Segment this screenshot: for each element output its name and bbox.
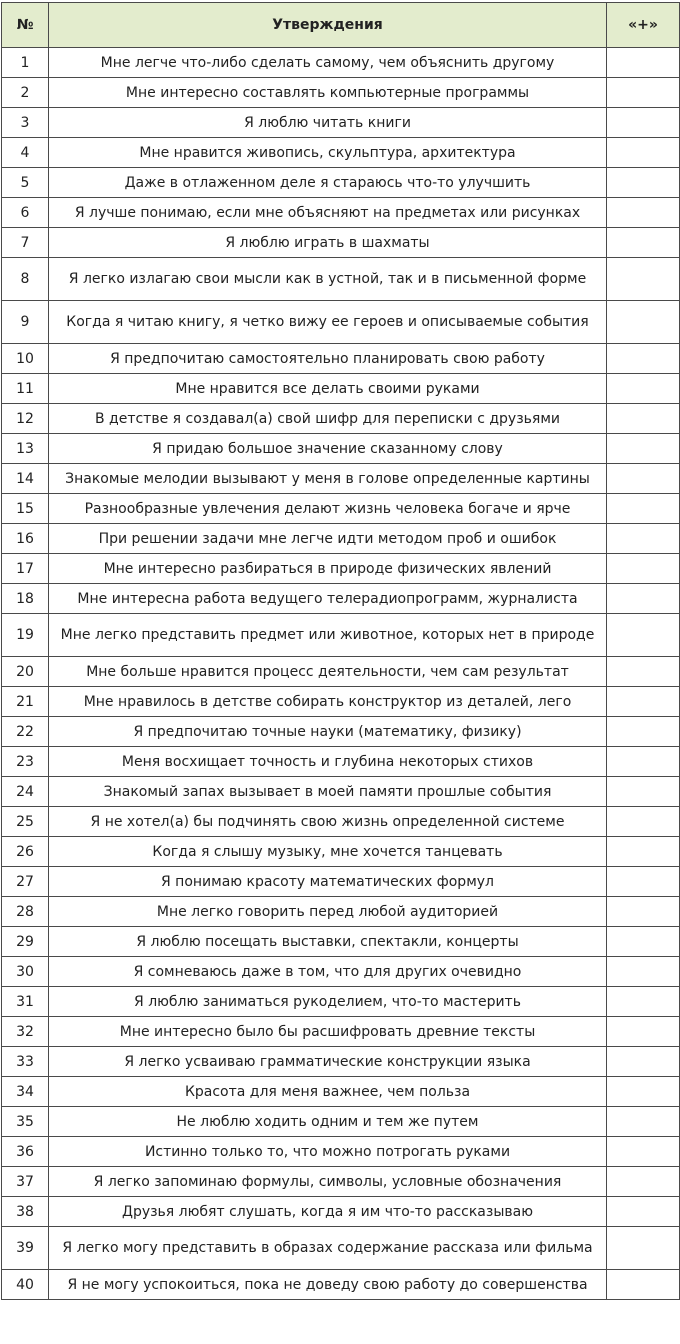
row-statement: Даже в отлаженном деле я стараюсь что-то улучшить — [49, 168, 607, 198]
row-statement: В детстве я создавал(а) свой шифр для переписки с друзьями — [49, 404, 607, 434]
table-row — [2, 987, 680, 1017]
table-row — [2, 807, 680, 837]
header-row — [2, 3, 680, 48]
row-statement: Мне интересно составлять компьютерные программы — [49, 78, 607, 108]
row-number: 11 — [2, 374, 49, 404]
row-plus-mark[interactable] — [607, 867, 680, 897]
table-header — [2, 3, 680, 48]
row-number: 34 — [2, 1077, 49, 1107]
row-plus-mark[interactable] — [607, 434, 680, 464]
row-number: 7 — [2, 228, 49, 258]
table-row — [2, 614, 680, 657]
row-number: 24 — [2, 777, 49, 807]
row-number: 29 — [2, 927, 49, 957]
row-plus-mark[interactable] — [607, 777, 680, 807]
row-plus-mark[interactable] — [607, 228, 680, 258]
row-number: 3 — [2, 108, 49, 138]
row-plus-mark[interactable] — [607, 927, 680, 957]
header-statement: Утверждения — [49, 3, 607, 48]
row-plus-mark[interactable] — [607, 897, 680, 927]
row-plus-mark[interactable] — [607, 1137, 680, 1167]
row-number: 9 — [2, 301, 49, 344]
row-statement: Я люблю посещать выставки, спектакли, концерты — [49, 927, 607, 957]
row-statement: Я легко запоминаю формулы, символы, условные обозначения — [49, 1167, 607, 1197]
table-row — [2, 464, 680, 494]
row-statement: Я предпочитаю самостоятельно планировать свою работу — [49, 344, 607, 374]
table-row — [2, 867, 680, 897]
row-statement: Мне интересно было бы расшифровать древние тексты — [49, 1017, 607, 1047]
row-plus-mark[interactable] — [607, 48, 680, 78]
row-plus-mark[interactable] — [607, 494, 680, 524]
row-number: 5 — [2, 168, 49, 198]
table-row — [2, 1077, 680, 1107]
row-number: 33 — [2, 1047, 49, 1077]
row-statement: Истинно только то, что можно потрогать руками — [49, 1137, 607, 1167]
row-plus-mark[interactable] — [607, 78, 680, 108]
row-plus-mark[interactable] — [607, 524, 680, 554]
row-plus-mark[interactable] — [607, 374, 680, 404]
row-plus-mark[interactable] — [607, 344, 680, 374]
row-plus-mark[interactable] — [607, 807, 680, 837]
row-number: 8 — [2, 258, 49, 301]
row-number: 17 — [2, 554, 49, 584]
table-row — [2, 1227, 680, 1270]
row-plus-mark[interactable] — [607, 108, 680, 138]
row-number: 39 — [2, 1227, 49, 1270]
statements-table — [1, 2, 680, 1300]
row-statement: Красота для меня важнее, чем польза — [49, 1077, 607, 1107]
row-number: 26 — [2, 837, 49, 867]
row-statement: Когда я слышу музыку, мне хочется танцевать — [49, 837, 607, 867]
row-statement: Мне легко говорить перед любой аудиторией — [49, 897, 607, 927]
row-statement: Я понимаю красоту математических формул — [49, 867, 607, 897]
row-plus-mark[interactable] — [607, 1077, 680, 1107]
row-plus-mark[interactable] — [607, 1197, 680, 1227]
row-number: 40 — [2, 1270, 49, 1300]
row-statement: Друзья любят слушать, когда я им что-то рассказываю — [49, 1197, 607, 1227]
row-number: 23 — [2, 747, 49, 777]
header-number: № — [2, 3, 49, 48]
row-statement: Знакомые мелодии вызывают у меня в голове определенные картины — [49, 464, 607, 494]
row-number: 19 — [2, 614, 49, 657]
table-row — [2, 258, 680, 301]
row-plus-mark[interactable] — [607, 404, 680, 434]
row-number: 16 — [2, 524, 49, 554]
row-statement: Мне интересно разбираться в природе физических явлений — [49, 554, 607, 584]
row-number: 31 — [2, 987, 49, 1017]
row-plus-mark[interactable] — [607, 554, 680, 584]
row-number: 20 — [2, 657, 49, 687]
table-row — [2, 687, 680, 717]
row-number: 21 — [2, 687, 49, 717]
row-number: 10 — [2, 344, 49, 374]
table-row — [2, 554, 680, 584]
row-number: 12 — [2, 404, 49, 434]
row-plus-mark[interactable] — [607, 657, 680, 687]
table-body — [2, 48, 680, 1300]
row-statement: Мне нравилось в детстве собирать конструктор из деталей, лего — [49, 687, 607, 717]
table-row — [2, 1270, 680, 1300]
row-plus-mark[interactable] — [607, 198, 680, 228]
row-statement: Я легко усваиваю грамматические конструкции языка — [49, 1047, 607, 1077]
row-statement: Я люблю заниматься рукоделием, что-то мастерить — [49, 987, 607, 1017]
table-row — [2, 434, 680, 464]
row-number: 28 — [2, 897, 49, 927]
row-number: 18 — [2, 584, 49, 614]
table-row — [2, 494, 680, 524]
row-number: 1 — [2, 48, 49, 78]
table-row — [2, 957, 680, 987]
row-number: 30 — [2, 957, 49, 987]
row-number: 13 — [2, 434, 49, 464]
row-statement: Я легко могу представить в образах содержание рассказа или фильма — [49, 1227, 607, 1270]
row-number: 14 — [2, 464, 49, 494]
table-row — [2, 1167, 680, 1197]
table-row — [2, 524, 680, 554]
row-statement: Я предпочитаю точные науки (математику, физику) — [49, 717, 607, 747]
row-plus-mark[interactable] — [607, 464, 680, 494]
row-plus-mark[interactable] — [607, 584, 680, 614]
row-statement: Мне нравится живопись, скульптура, архитектура — [49, 138, 607, 168]
table-row — [2, 1107, 680, 1137]
table-row — [2, 927, 680, 957]
row-number: 22 — [2, 717, 49, 747]
row-plus-mark[interactable] — [607, 168, 680, 198]
row-statement: Разнообразные увлечения делают жизнь человека богаче и ярче — [49, 494, 607, 524]
row-number: 32 — [2, 1017, 49, 1047]
table-row — [2, 168, 680, 198]
row-plus-mark[interactable] — [607, 1107, 680, 1137]
table-row — [2, 404, 680, 434]
row-plus-mark[interactable] — [607, 138, 680, 168]
row-plus-mark[interactable] — [607, 258, 680, 301]
table-row — [2, 138, 680, 168]
row-plus-mark[interactable] — [607, 837, 680, 867]
row-plus-mark[interactable] — [607, 1047, 680, 1077]
table-row — [2, 747, 680, 777]
table-row — [2, 48, 680, 78]
table-row — [2, 1137, 680, 1167]
table-row — [2, 584, 680, 614]
row-statement: Я люблю читать книги — [49, 108, 607, 138]
row-number: 38 — [2, 1197, 49, 1227]
row-plus-mark[interactable] — [607, 957, 680, 987]
table-row — [2, 1197, 680, 1227]
row-statement: Мне легче что-либо сделать самому, чем объяснить другому — [49, 48, 607, 78]
row-number: 27 — [2, 867, 49, 897]
row-number: 4 — [2, 138, 49, 168]
table-row — [2, 301, 680, 344]
row-statement: Меня восхищает точность и глубина некоторых стихов — [49, 747, 607, 777]
row-plus-mark[interactable] — [607, 614, 680, 657]
row-statement: Я люблю играть в шахматы — [49, 228, 607, 258]
row-statement: Мне нравится все делать своими руками — [49, 374, 607, 404]
row-statement: Я не могу успокоиться, пока не доведу свою работу до совершенства — [49, 1270, 607, 1300]
row-statement: Когда я читаю книгу, я четко вижу ее героев и описываемые события — [49, 301, 607, 344]
row-plus-mark[interactable] — [607, 1017, 680, 1047]
row-statement: Я легко излагаю свои мысли как в устной, так и в письменной форме — [49, 258, 607, 301]
table-row — [2, 1017, 680, 1047]
table-row — [2, 897, 680, 927]
row-number: 37 — [2, 1167, 49, 1197]
header-plus: «+» — [607, 3, 680, 48]
row-number: 35 — [2, 1107, 49, 1137]
table-row — [2, 777, 680, 807]
table-row — [2, 657, 680, 687]
table-row — [2, 717, 680, 747]
row-statement: Знакомый запах вызывает в моей памяти прошлые события — [49, 777, 607, 807]
row-statement: Мне больше нравится процесс деятельности, чем сам результат — [49, 657, 607, 687]
row-plus-mark[interactable] — [607, 687, 680, 717]
row-number: 36 — [2, 1137, 49, 1167]
row-statement: Я не хотел(а) бы подчинять свою жизнь определенной системе — [49, 807, 607, 837]
row-number: 25 — [2, 807, 49, 837]
row-plus-mark[interactable] — [607, 987, 680, 1017]
row-statement: Я придаю большое значение сказанному слову — [49, 434, 607, 464]
row-number: 2 — [2, 78, 49, 108]
row-plus-mark[interactable] — [607, 747, 680, 777]
row-statement: Мне легко представить предмет или животное, которых нет в природе — [49, 614, 607, 657]
table-row — [2, 108, 680, 138]
table-row — [2, 78, 680, 108]
row-plus-mark[interactable] — [607, 1167, 680, 1197]
table-row — [2, 228, 680, 258]
row-number: 15 — [2, 494, 49, 524]
row-plus-mark[interactable] — [607, 717, 680, 747]
table-row — [2, 374, 680, 404]
table-row — [2, 344, 680, 374]
row-statement: Я сомневаюсь даже в том, что для других очевидно — [49, 957, 607, 987]
row-plus-mark[interactable] — [607, 1227, 680, 1270]
row-number: 6 — [2, 198, 49, 228]
row-plus-mark[interactable] — [607, 301, 680, 344]
table-row — [2, 1047, 680, 1077]
row-plus-mark[interactable] — [607, 1270, 680, 1300]
row-statement: Мне интересна работа ведущего телерадиопрограмм, журналиста — [49, 584, 607, 614]
table-row — [2, 198, 680, 228]
table-row — [2, 837, 680, 867]
row-statement: При решении задачи мне легче идти методом проб и ошибок — [49, 524, 607, 554]
row-statement: Я лучше понимаю, если мне объясняют на предметах или рисунках — [49, 198, 607, 228]
row-statement: Не люблю ходить одним и тем же путем — [49, 1107, 607, 1137]
